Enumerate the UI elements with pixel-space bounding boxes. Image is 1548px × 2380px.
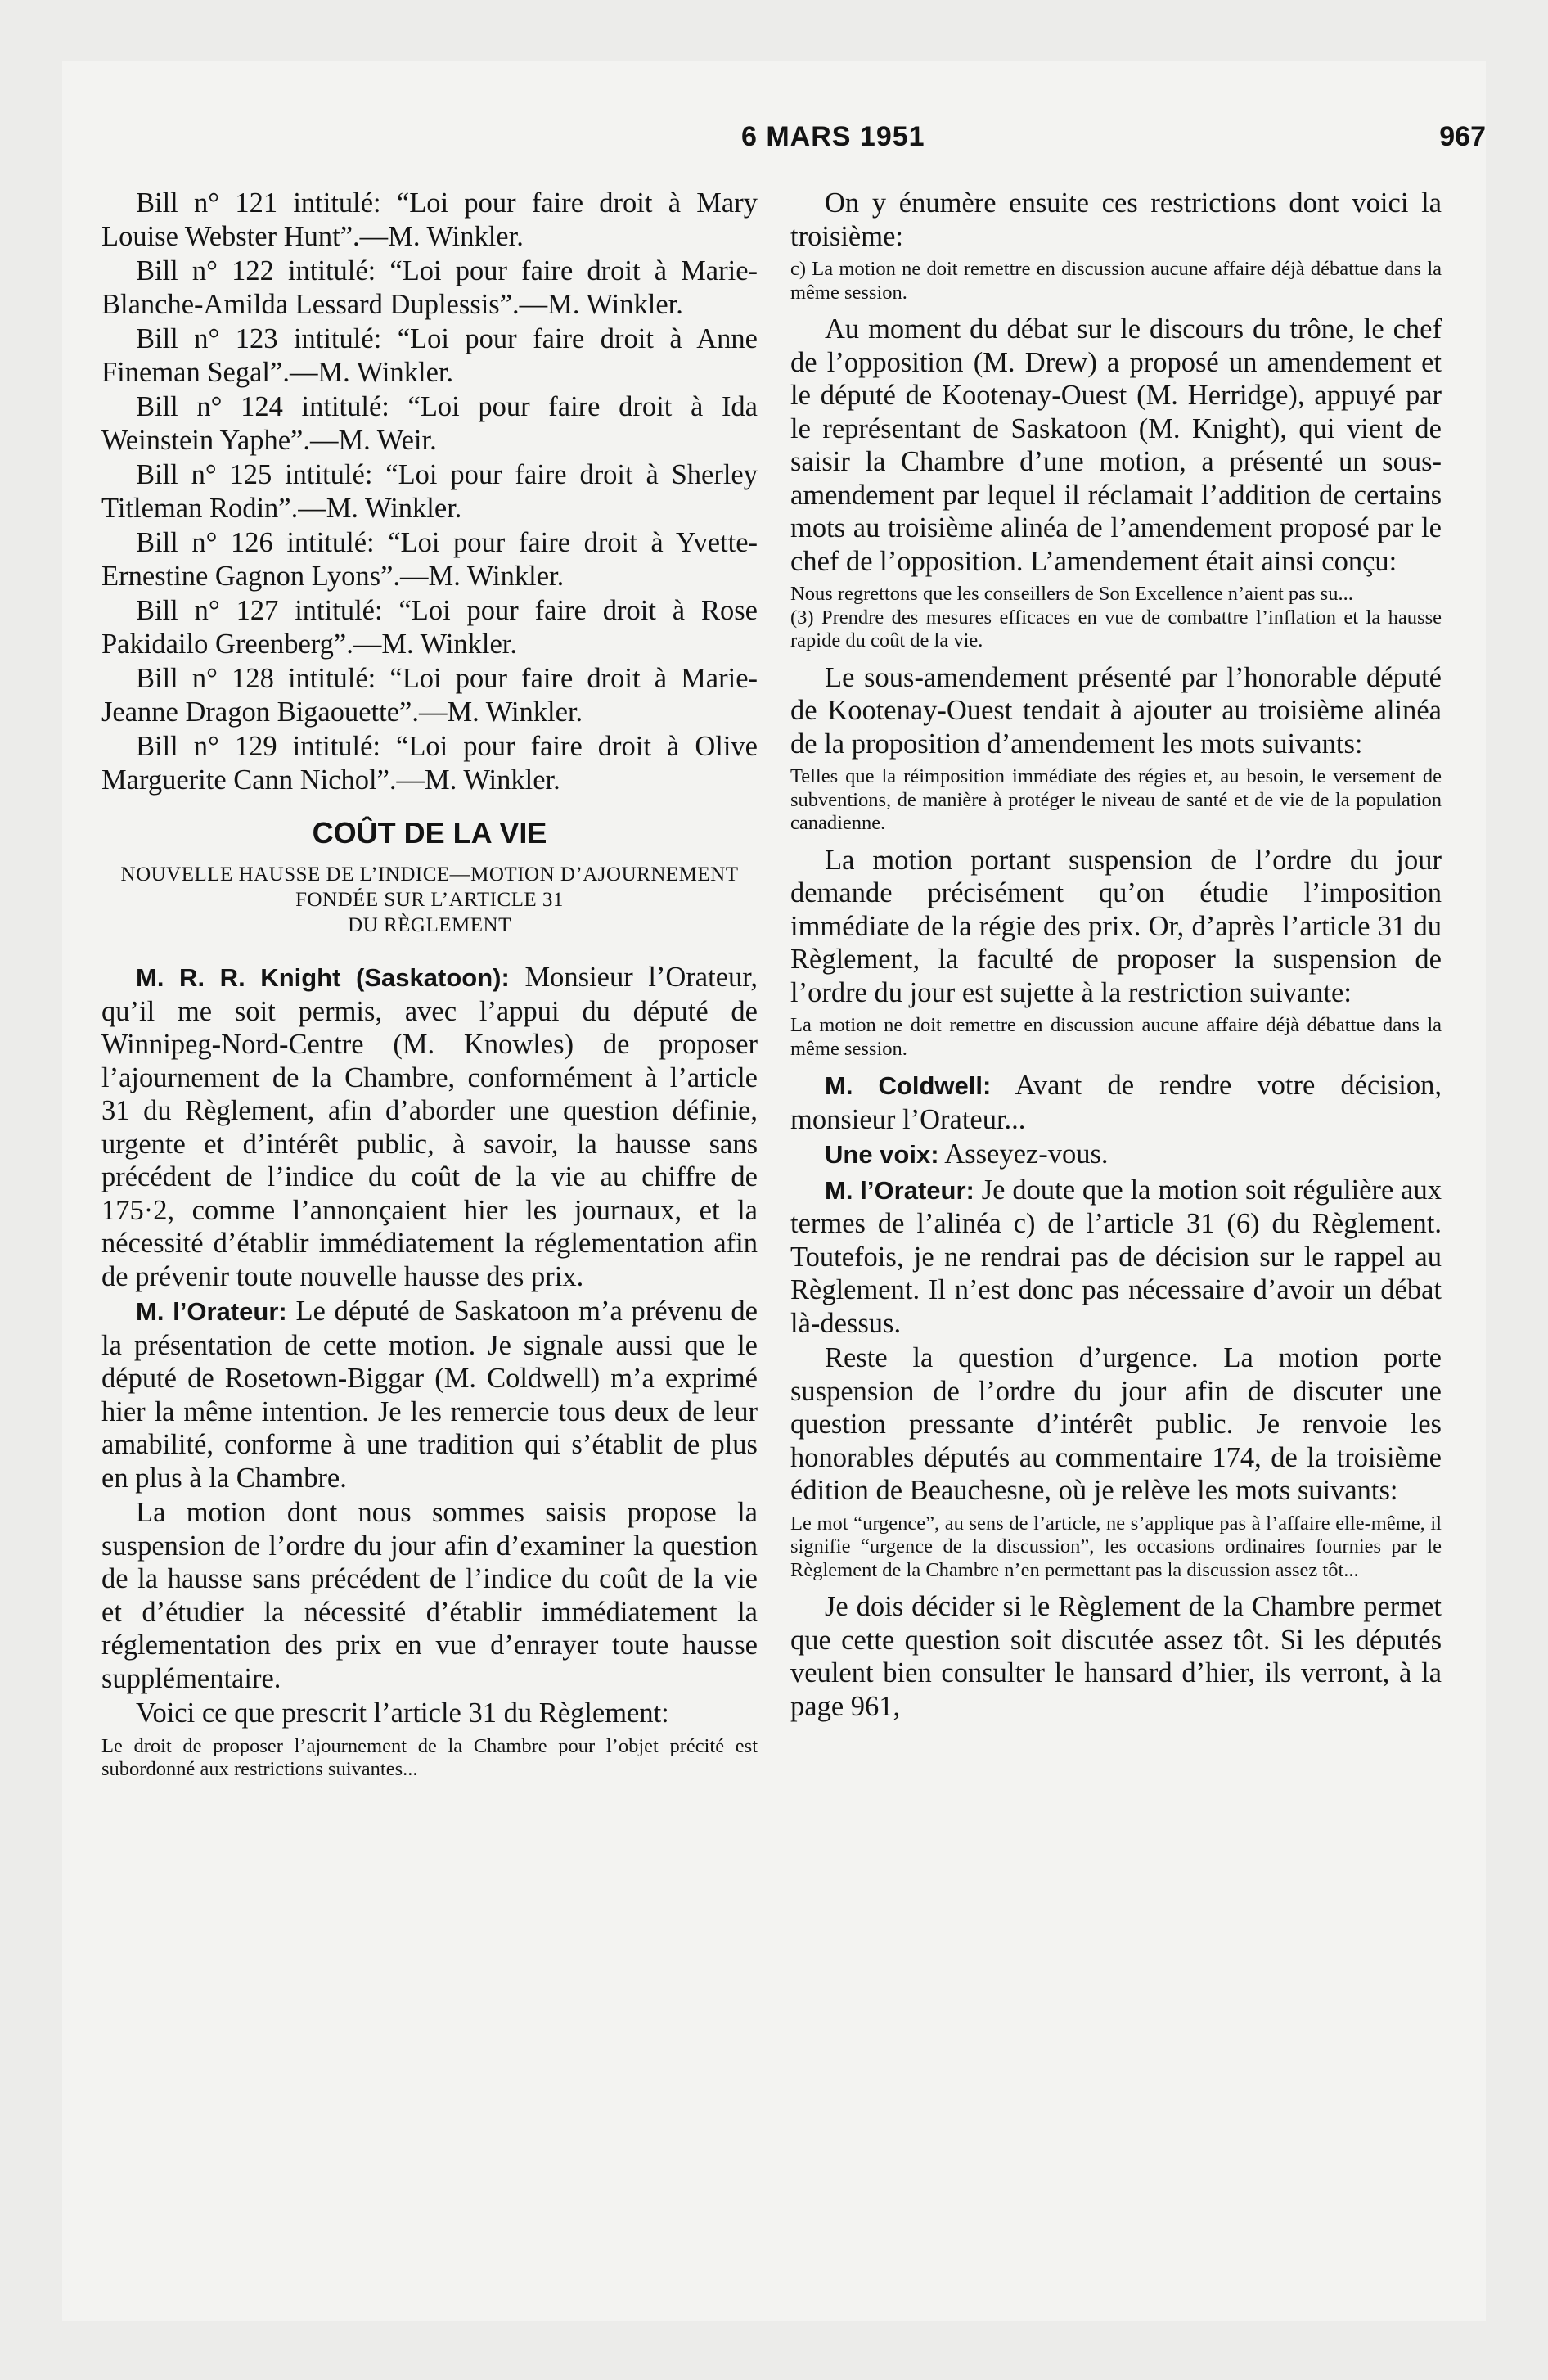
section-subtitle <box>101 862 758 938</box>
section-title: COÛT DE LA VIE <box>312 816 547 850</box>
bill-121: Bill n° 121 intitulé: “Loi pour faire droit à Mary Louise Webster Hunt”.—M. Winkler. <box>101 187 758 252</box>
coldwell-speech <box>790 1069 1442 1136</box>
paragraph-motion-portant: La motion portant suspension de l’ordre du jour demande précisément qu’on étudie l’imposition immédiate de la régie des prix. Or, d’après l’article 31 du Règlement, la faculté de proposer la suspension de l’ordre du jour est sujette à la restriction suivante: <box>790 844 1442 1008</box>
speaker-voix: Une voix: <box>825 1140 939 1169</box>
quote-urgence: Le mot “urgence”, au sens de l’article, ne s’applique pas à l’affaire elle-même, il signifie “urgence de la discussion”, les occasions ordinaires fournies par le Règlement de la Chambre n’en permettant pas la discussion assez tôt... <box>790 1512 1442 1581</box>
section-subtitle-line-1: NOUVELLE HAUSSE DE L’INDICE—MOTION D’AJOURNEMENT FONDÉE SUR L’ARTICLE 31 <box>120 863 739 911</box>
page-header <box>62 121 1486 162</box>
quote-amendement-line-1: Nous regrettons que les conseillers de Son Excellence n’aient pas su... <box>790 583 1353 605</box>
paragraph-enumere: On y énumère ensuite ces restrictions dont voici la troisième: <box>790 187 1442 252</box>
speaker-knight: M. R. R. Knight (Saskatoon): <box>136 963 510 992</box>
bill-122: Bill n° 122 intitulé: “Loi pour faire droit à Marie-Blanche-Amilda Lessard Duplessis”.—M. Winkler. <box>101 255 758 320</box>
orateur-speech-1 <box>101 1295 758 1494</box>
quote-restriction-c: c) La motion ne doit remettre en discussion aucune affaire déjà débattue dans la même session. <box>790 258 1442 304</box>
bill-123: Bill n° 123 intitulé: “Loi pour faire droit à Anne Fineman Segal”.—M. Winkler. <box>101 323 758 388</box>
voix-speech-text: Asseyez-vous. <box>944 1138 1109 1170</box>
speaker-orateur-2: M. l’Orateur: <box>825 1175 974 1205</box>
speaker-orateur: M. l’Orateur: <box>136 1297 287 1326</box>
quote-amendement <box>790 583 1442 653</box>
page-number: 967 <box>1439 121 1486 152</box>
quote-telles: Telles que la réimposition immédiate des régies et, au besoin, le versement de subventions, de manière à protéger le niveau de santé et de vie de la population canadienne. <box>790 765 1442 834</box>
right-column <box>790 187 1442 1724</box>
coldwell-speech-text: Avant de rendre votre décision, monsieur l’Orateur... <box>790 1070 1442 1135</box>
bill-127: Bill n° 127 intitulé: “Loi pour faire droit à Rose Pakidailo Greenberg”.—M. Winkler. <box>101 595 758 660</box>
paragraph-debat: Au moment du débat sur le discours du trône, le chef de l’opposition (M. Drew) a proposé un amendement et le député de Kootenay-Ouest (M. Herridge), appuyé par le représentant de Saskatoon (M. Knight), qui vient de saisir la Chambre d’une motion, a présenté un sous-amendement par lequel il réclamait l’addition de certains mots au troisième alinéa de l’amendement proposé par le chef de l’opposition. L’amendement était ainsi conçu: <box>790 313 1442 577</box>
header-date: 6 MARS 1951 <box>741 121 925 152</box>
bill-126: Bill n° 126 intitulé: “Loi pour faire droit à Yvette-Ernestine Gagnon Lyons”.—M. Winkler. <box>101 527 758 592</box>
knight-speech <box>101 961 758 1293</box>
voix-speech <box>790 1138 1442 1172</box>
paragraph-je-dois: Je dois décider si le Règlement de la Chambre permet que cette question soit discutée assez tôt. Si les députés veulent bien consulter le hansard d’hier, ils verront, à la page 961, <box>790 1591 1442 1722</box>
knight-speech-text: Monsieur l’Orateur, qu’il me soit permis, avec l’appui du député de Winnipeg-Nord-Centre (M. Knowles) de proposer l’ajournement de la Chambre, conformément à l’article 31 du Règlement, afin d’aborder une question définie, urgente et d’intérêt public, à savoir, la hausse sans précédent de l’indice du coût de la vie au chiffre de 175·2, comme l’annonçaient hier les journaux, et la nécessité d’établir immédiatement la réglementation afin de prévenir toute nouvelle hausse des prix. <box>101 962 758 1292</box>
bill-124: Bill n° 124 intitulé: “Loi pour faire droit à Ida Weinstein Yaphe”.—M. Weir. <box>101 391 758 456</box>
left-column <box>101 187 758 1790</box>
quote-amendement-line-2: (3) Prendre des mesures efficaces en vue de combattre l’inflation et la hausse rapide du coût de la vie. <box>790 606 1442 651</box>
paragraph-motion: La motion dont nous sommes saisis propose la suspension de l’ordre du jour afin d’examiner la question de la hausse sans précédent de l’indice du coût de la vie et d’étudier la nécessité d’établir immédiatement la réglementation des prix en vue d’enrayer toute hausse supplémentaire. <box>101 1497 758 1694</box>
speaker-coldwell: M. Coldwell: <box>825 1071 992 1100</box>
orateur-speech-2-text: Je doute que la motion soit régulière aux termes de l’alinéa c) de l’article 31 (6) du Règlement. Toutefois, je ne rendrai pas de décision sur le rappel au Règlement. Il n’est donc pas nécessaire d’avoir un débat là-dessus. <box>790 1174 1442 1339</box>
quote-restriction: La motion ne doit remettre en discussion aucune affaire déjà débattue dans la même session. <box>790 1014 1442 1060</box>
orateur-speech-2 <box>790 1174 1442 1341</box>
bill-129: Bill n° 129 intitulé: “Loi pour faire droit à Olive Marguerite Cann Nichol”.—M. Winkler. <box>101 731 758 796</box>
section-subtitle-line-2: DU RÈGLEMENT <box>348 914 511 936</box>
bill-125: Bill n° 125 intitulé: “Loi pour faire droit à Sherley Titleman Rodin”.—M. Winkler. <box>101 459 758 524</box>
orateur-speech-1-text: Le député de Saskatoon m’a prévenu de la présentation de cette motion. Je signale aussi que le député de Rosetown-Biggar (M. Coldwell) m’a exprimé hier la même intention. Je les remercie tous deux de leur amabilité, conforme à une tradition qui s’établit de plus en plus à la Chambre. <box>101 1296 758 1494</box>
paragraph-reste: Reste la question d’urgence. La motion porte suspension de l’ordre du jour afin de discuter une question pressante d’intérêt public. Je renvoie les honorables députés au commentaire 174, de la troisième édition de Beauchesne, où je relève les mots suivants: <box>790 1342 1442 1506</box>
bill-128: Bill n° 128 intitulé: “Loi pour faire droit à Marie-Jeanne Dragon Bigaouette”.—M. Winkler. <box>101 663 758 728</box>
paragraph-sous-amendement: Le sous-amendement présenté par l’honorable député de Kootenay-Ouest tendait à ajouter au troisième alinéa de la proposition d’amendement les mots suivants: <box>790 661 1442 760</box>
paragraph-voici: Voici ce que prescrit l’article 31 du Règlement: <box>136 1697 669 1729</box>
quote-article-31: Le droit de proposer l’ajournement de la Chambre pour l’objet précité est subordonné aux restrictions suivantes... <box>101 1734 758 1780</box>
